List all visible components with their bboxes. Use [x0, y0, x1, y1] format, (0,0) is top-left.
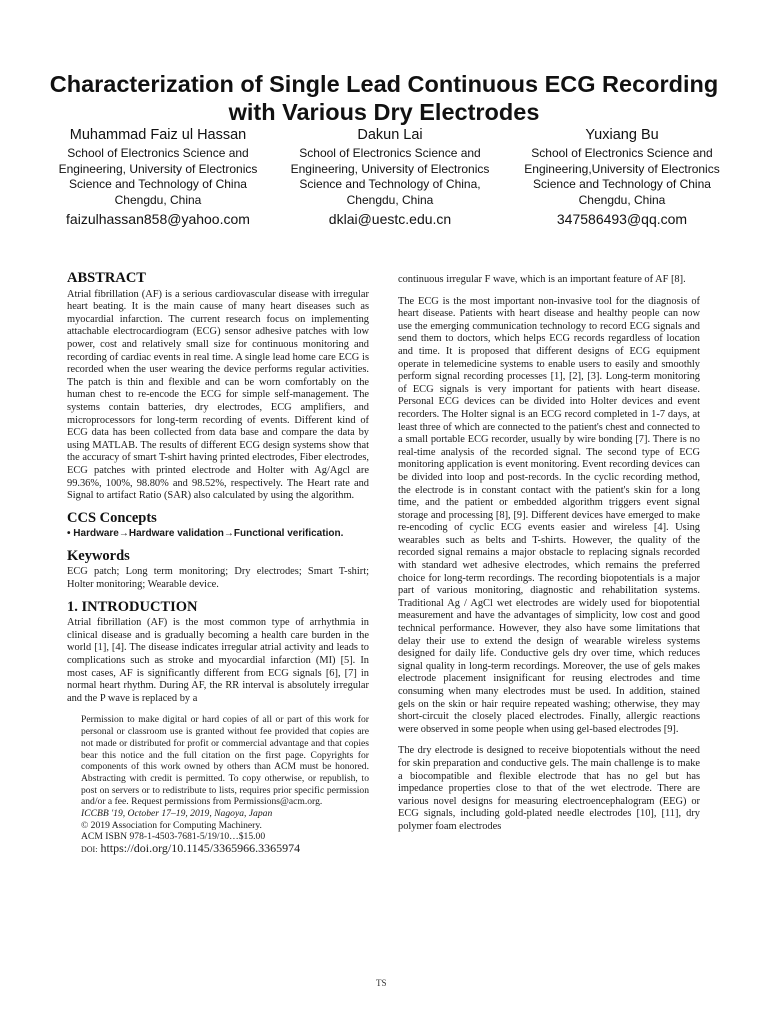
- permission-text: Permission to make digital or hard copies of all or part of this work for personal or classroom use is granted without fee provided that copies are not made or distributed for profit or commercial advantage and that copies bear this notice and the full citation on the first page. Copyrights for components of this work owned by others than ACM must be honored. Abstracting with credit is permitted. To copy otherwise, or republish, to post on servers or to redistribute to lists, requires prior specific permission and/or a fee. Request permissions from Permissions@acm.org.: [81, 714, 369, 808]
- doi-link[interactable]: https://doi.org/10.1145/3365966.3365974: [100, 841, 301, 856]
- author-2: [290, 126, 490, 228]
- left-column: [67, 272, 369, 856]
- paper-title: Characterization of Single Lead Continuous ECG Recording with Various Dry Electrodes: [49, 71, 719, 125]
- copyright-line: © 2019 Association for Computing Machinery.: [81, 819, 262, 831]
- ccs-item: • Hardware→Hardware validation→Functional verification.: [67, 528, 344, 540]
- introduction-text: Atrial fibrillation (AF) is the most common type of arrhythmia in clinical disease and is gradually becoming a health care burden in the world [1], [4]. The disease indicates irregular atrial activity and leads to complications such as stroke and myocardial infarction (MI) [5]. In most cases, AF is significantly different from ECG signals [6], [7] in normal heart rhythm. During AF, the RR interval is absolutely irregular and the P wave is replaced by a: [67, 617, 369, 704]
- body-paragraph: The dry electrode is designed to receive biopotentials without the need for skin preparation and conductive gels. The main challenge is to make a biocompatible and flexible electrode that has no gel but has impedance properties close to that of the wet electrode. There are various novel designs for measuring electroencephalogram (EEG) or ECG signals, including gold-plated needle electrodes [10], [11], dry polymer foam electrodes: [398, 745, 700, 832]
- right-column: [398, 274, 700, 843]
- author-3: [522, 126, 722, 228]
- keywords-text: ECG patch; Long term monitoring; Dry electrodes; Smart T-shirt; Holter monitoring; Wearable device.: [67, 566, 369, 591]
- author-email: faizulhassan858@yahoo.com: [66, 211, 250, 227]
- introduction-heading: 1. INTRODUCTION: [67, 598, 198, 615]
- doi-label: DOI:: [81, 845, 98, 855]
- author-city: Chengdu, China: [578, 192, 666, 207]
- author-affiliation: School of Electronics Science and Engineering,University of Electronics Science and Technology of China: [524, 146, 720, 191]
- author-name: Muhammad Faiz ul Hassan: [69, 127, 247, 143]
- abstract-text: Atrial fibrillation (AF) is a serious cardiovascular disease with irregular heart beating. It is the main cause of many heart diseases such as myocardial infarction. The current research focus on implementing attachable electrocardiogram (ECG) sensor adhesive patches with low power, cost and relatively small size for continuous monitoring and recording of cardiac events in real time. A single lead home care ECG is recorded when the user wearing the device performs regular activities. The patch is thin and flexible and can be worn comfortably on the human chest to re-encode the ECG for simple self-management. The systems contain batteries, dry electrodes, ECG amplifiers, and microprocessors for long-term recording of events. Different kind of ECG data has been collected from data base and compare the data by using MATLAB. The results of different ECG design systems show that the accuracy of smart T-shirt having printed electrodes, Fiber electrodes, ECG patches with printed electrode and Holter with Ag/Agcl are 99.36%, 100%, 98.80% and 98.52%, respectively. The Heart rate and Signal to artifact Ratio (SAR) also calculated by using the algorithm.: [67, 288, 369, 502]
- author-email: 347586493@qq.com: [556, 211, 688, 227]
- author-1: [58, 126, 258, 228]
- author-affiliation: School of Electronics Science and Engineering, University of Electronics Science and Technology of China,: [290, 146, 490, 191]
- body-paragraph: The ECG is the most important non-invasive tool for the diagnosis of heart disease. Patients with heart disease and healthy people can now use the emerging communication technology to record ECG signals and send them to doctors, which helps ECG records regardless of location and time. It is proposed that different designs of ECG equipment operate in telemedicine systems to enable users to easily and smoothly perform signal recording processes [1], [2], [3]. Long-term monitoring of ECG signals is very important for patients with heart disease. Personal ECG devices can be divided into Holter devices and event recorders. The Holter signal is an ECG record completed in 1-7 days, at least three of which are connected to the patient's chest and connected to a small portable ECG recorder, usually by wire bonding [7]. There is no real-time analysis of the recorded signal. The second type of ECG monitoring application is event monitoring. Event recording devices can be divided into loop and post-records. In the cyclic recording method, the electrode is in constant contact with the patient's skin for a long time, and the patient or embedded algorithm triggers event signal storage and processing [8], [9]. Different devices have emerged to make re-encoding of cyclic ECG events easier and wireless [4]. Using wearables such as belts and T-shirts. However, the quality of the recorded signal remains a major obstacle to replacing signals recorded with standard wet adhesive electrodes, which remains the preferred choice for long-term recordings. The recording biopotentials is a major part of various monitoring, diagnostic and rehabilitation systems. Traditional Ag / AgCl wet electrodes are widely used for biopotential measurement and have the advantages of simplicity, low cost and good technical performance. However, they also have some limitations that delay their use to extend the design of wearable wireless systems designed for daily life. Conductive gels dry over time, which reduces signal quality in long-term recordings. Moreover, the use of gels makes electrode placement insignificant for reusing electrodes and time consuming when many electrodes must be used. In addition, stained gels on the skin or hair require repeated washing; otherwise, they may short-circuit the closely placed electrodes. Finally, allergic reactions were observed in some people when using gel-based electrodes [9].: [398, 295, 700, 735]
- author-block: [58, 126, 722, 228]
- author-name: Yuxiang Bu: [585, 127, 659, 143]
- permission-block: [81, 714, 369, 855]
- keywords-heading: Keywords: [67, 547, 130, 564]
- author-affiliation: School of Electronics Science and Engineering, University of Electronics Science and Technology of China: [58, 146, 258, 191]
- author-city: Chengdu, China: [114, 192, 202, 207]
- author-email: dklai@uestc.edu.cn: [328, 211, 452, 227]
- isbn-line: ACM ISBN 978-1-4503-7681-5/19/10…$15.00: [81, 831, 266, 843]
- conference-line: ICCBB '19, October 17–19, 2019, Nagoya, Japan: [81, 808, 273, 820]
- body-paragraph: continuous irregular F wave, which is an important feature of AF [8].: [398, 274, 686, 285]
- abstract-heading: ABSTRACT: [67, 270, 146, 286]
- author-city: Chengdu, China: [346, 192, 434, 207]
- doi-line: [81, 843, 369, 856]
- ccs-heading: CCS Concepts: [67, 509, 157, 526]
- page-number: TS: [376, 978, 387, 988]
- author-name: Dakun Lai: [357, 127, 423, 143]
